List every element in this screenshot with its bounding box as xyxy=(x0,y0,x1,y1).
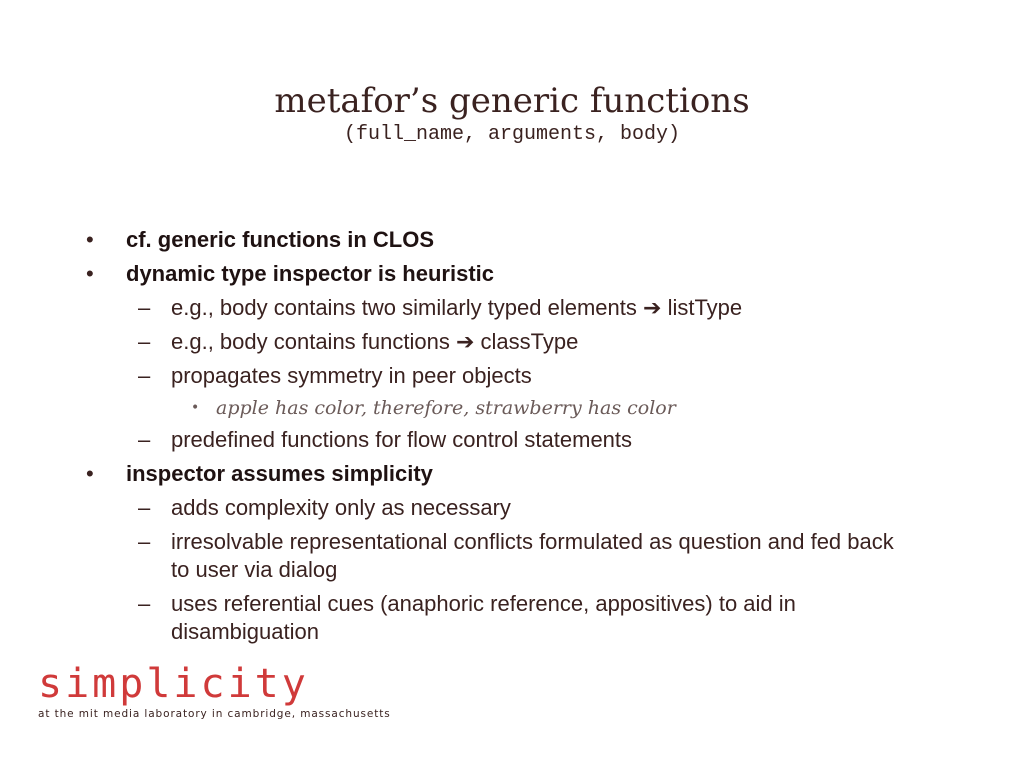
title-block xyxy=(0,80,1024,148)
bullet-item xyxy=(86,460,946,488)
sub-bullet-item xyxy=(86,362,911,390)
sub-bullet-item xyxy=(86,494,911,522)
bullet-marker: • xyxy=(86,227,94,252)
sub-bullet-item xyxy=(86,590,911,646)
logo-tagline: at the mit media laboratory in cambridge, massachusetts xyxy=(38,708,391,720)
bullet-text: cf. generic functions in CLOS xyxy=(126,227,435,252)
logo-wordmark: simplicity xyxy=(38,661,309,707)
dash-marker: – xyxy=(138,329,151,354)
dash-marker: – xyxy=(138,363,151,388)
bullet-item xyxy=(86,226,946,254)
sub-bullet-text: classType xyxy=(474,329,579,354)
dash-marker: – xyxy=(138,427,151,452)
dash-marker: – xyxy=(138,529,151,554)
bullet-text: dynamic type inspector is heuristic xyxy=(126,261,495,286)
right-arrow-icon: ➔ xyxy=(455,329,475,354)
sub-bullet-item xyxy=(86,294,911,322)
sub-bullet-item xyxy=(86,328,911,356)
sub-bullet-item xyxy=(86,528,911,584)
bullet-list xyxy=(86,226,946,652)
simplicity-logo xyxy=(38,662,391,720)
sub-bullet-text: e.g., body contains functions xyxy=(171,329,456,354)
sub-sub-bullet-text: apple has color, therefore, strawberry has color xyxy=(216,397,676,419)
small-bullet-marker: • xyxy=(191,400,200,416)
right-arrow-icon: ➔ xyxy=(643,295,662,320)
sub-bullet-text: adds complexity only as necessary xyxy=(171,495,511,520)
bullet-text: inspector assumes simplicity xyxy=(126,461,433,486)
slide-title: metafor’s generic functions xyxy=(274,81,750,121)
bullet-marker: • xyxy=(86,461,94,486)
sub-bullet-text: propagates symmetry in peer objects xyxy=(171,363,532,388)
bullet-item xyxy=(86,260,946,288)
sub-sub-bullet-item xyxy=(86,396,946,420)
sub-bullet-text: predefined functions for flow control statements xyxy=(171,427,633,452)
sub-bullet-text: e.g., body contains two similarly typed elements xyxy=(171,295,644,320)
bullet-marker: • xyxy=(86,261,94,286)
slide-subtitle: (full_name, arguments, body) xyxy=(343,123,681,146)
sub-bullet-text: listType xyxy=(661,295,743,320)
sub-bullet-text: uses referential cues (anaphoric reference, appositives) to aid in disambiguation xyxy=(171,591,796,644)
sub-bullet-text: irresolvable representational conflicts formulated as question and fed back to user via dialog xyxy=(171,529,894,582)
dash-marker: – xyxy=(138,495,151,520)
sub-bullet-item xyxy=(86,426,911,454)
dash-marker: – xyxy=(138,295,151,320)
dash-marker: – xyxy=(138,591,151,616)
